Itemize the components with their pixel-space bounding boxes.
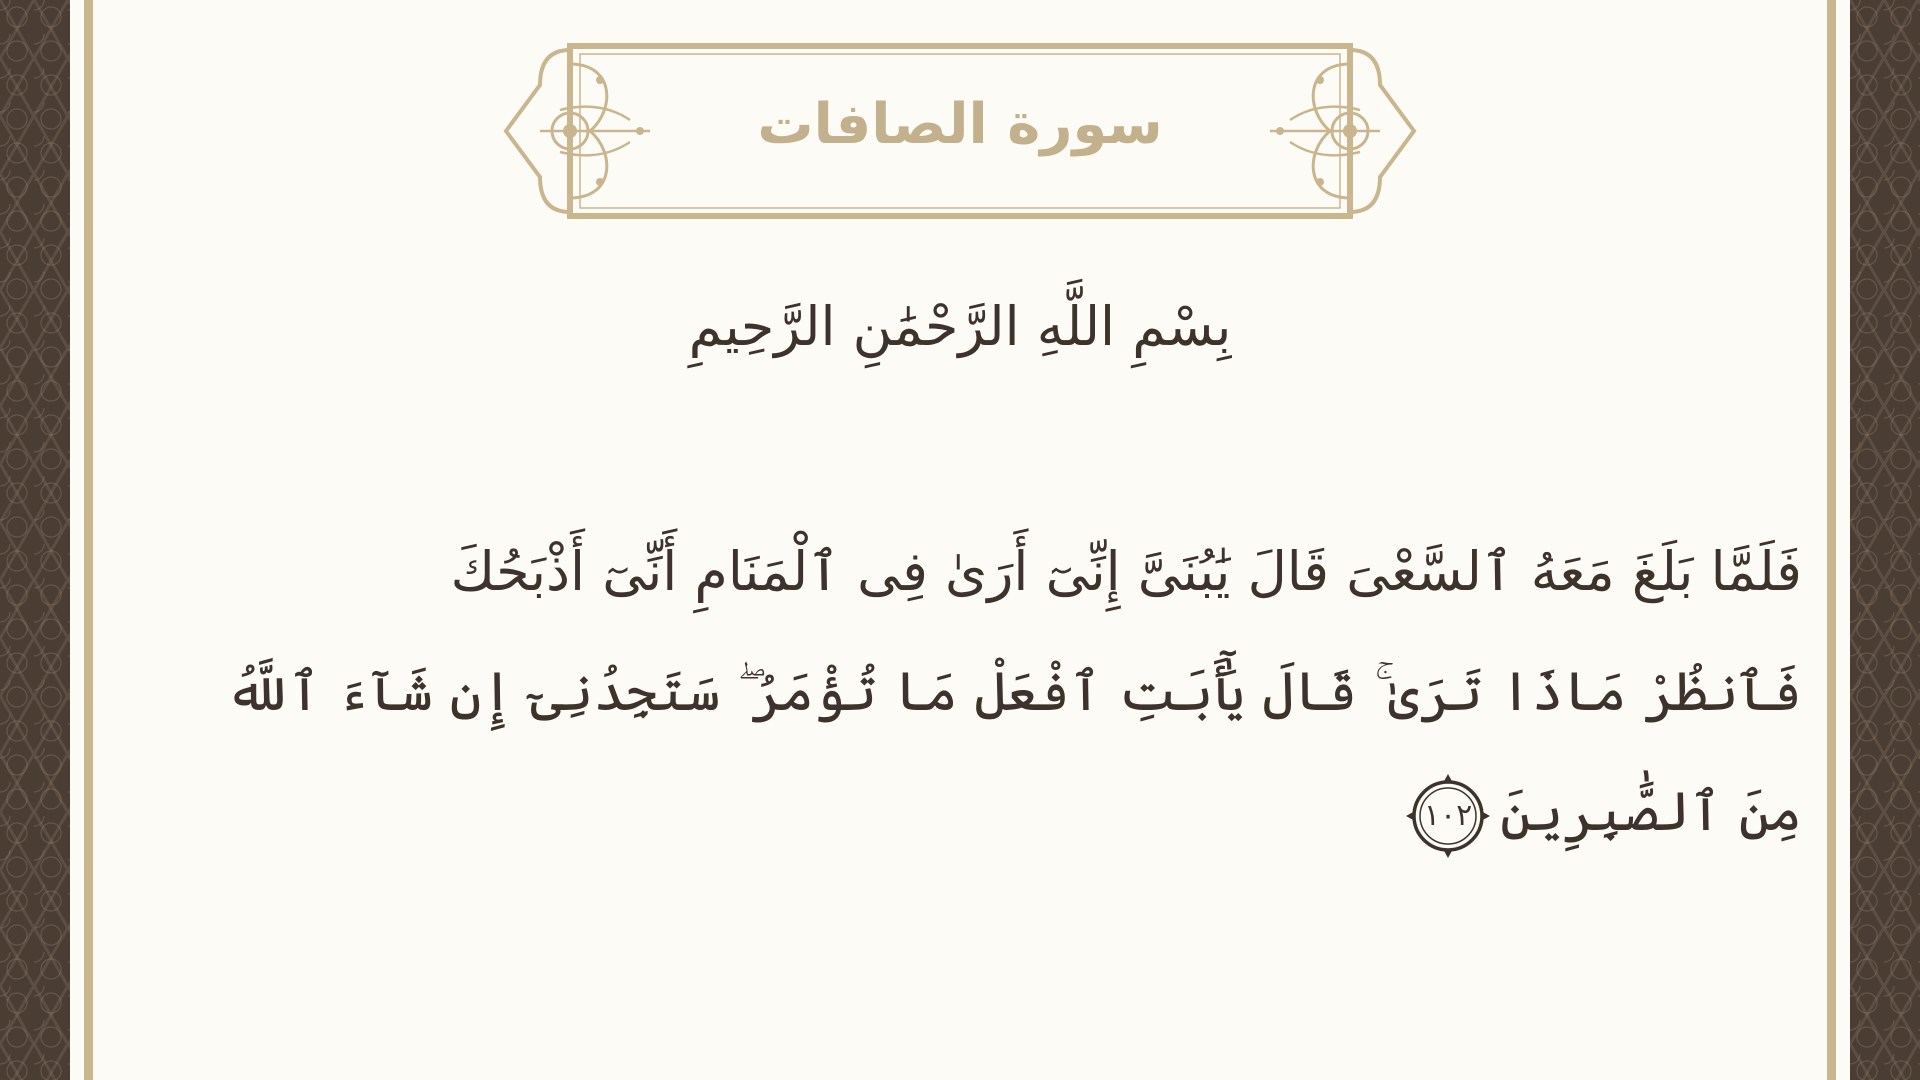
basmala: بِسْمِ اللَّهِ الرَّحْمَٰنِ الرَّحِيمِ	[688, 295, 1232, 358]
left-gold-rule	[84, 0, 93, 1080]
surah-title: سورة الصافات	[757, 91, 1163, 157]
ayah-number-marker	[1406, 774, 1490, 858]
verse-line-3-text: مِنَ ٱلصَّٰبِرِينَ	[1500, 780, 1802, 843]
left-ornamental-border	[0, 0, 70, 1080]
verse-line-2: فَٱنظُرْ مَاذَا تَرَىٰ ۚ قَالَ يَٰٓأَبَتِ ٱفْعَلْ مَا تُؤْمَرُ ۖ سَتَجِدُنِىٓ إِن شَآءَ ٱللَّهُ	[225, 660, 1802, 723]
verse-line-1: فَلَمَّا بَلَغَ مَعَهُ ٱلسَّعْىَ قَالَ يَٰبُنَىَّ إِنِّىٓ أَرَىٰ فِى ٱلْمَنَامِ أَنِّىٓ أَذْبَحُكَ	[450, 540, 1802, 603]
surah-title-frame	[500, 40, 1420, 230]
verse-line-3	[235, 752, 1802, 872]
verse-block	[225, 512, 1802, 872]
ayah-number: ١٠٢	[1423, 798, 1473, 833]
right-ornamental-border	[1850, 0, 1920, 1080]
right-gold-rule	[1827, 0, 1836, 1080]
